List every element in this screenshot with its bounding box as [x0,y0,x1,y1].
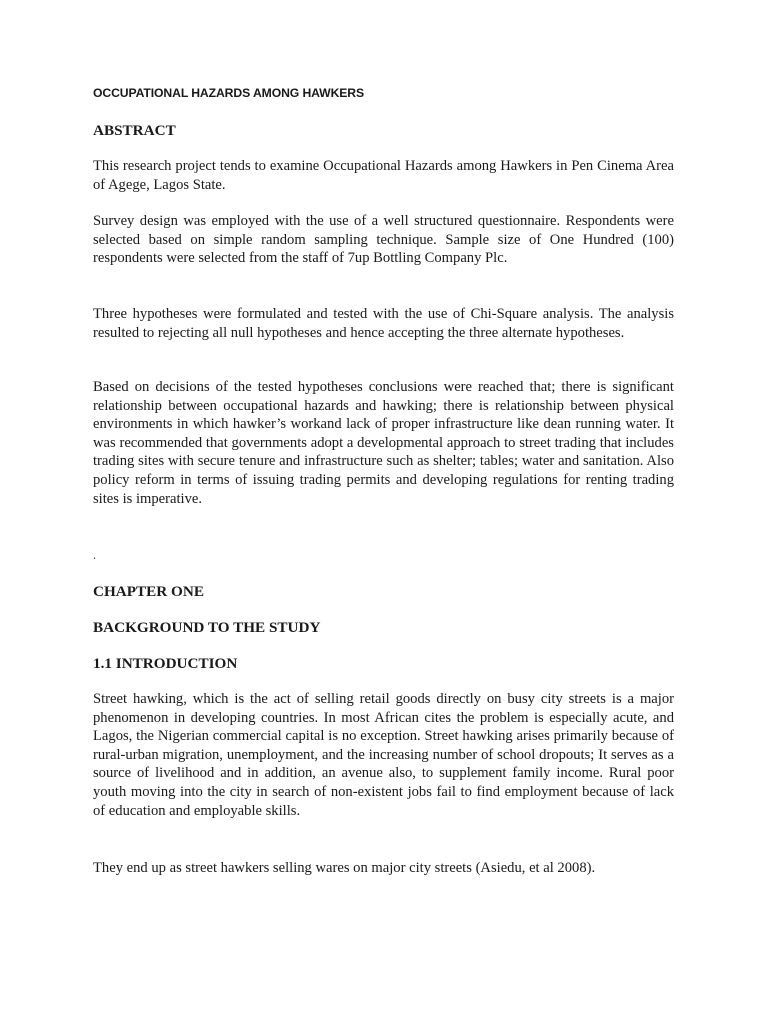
background-heading: BACKGROUND TO THE STUDY [93,619,321,636]
document-title: OCCUPATIONAL HAZARDS AMONG HAWKERS [93,86,365,100]
abstract-paragraph-1: This research project tends to examine Occupational Hazards among Hawkers in Pen Cinema Area of Agege, Lagos State. [93,158,674,193]
separator-dot: . [93,548,96,562]
introduction-heading: 1.1 INTRODUCTION [93,655,238,672]
chapter-heading: CHAPTER ONE [93,583,204,600]
abstract-heading: ABSTRACT [93,122,176,139]
abstract-paragraph-2: Survey design was employed with the use of a well structured questionnaire. Respondents were selected based on simple random sampling technique. Sample size of One Hundred (100) respondents were selected from the staff of 7up Bottling Company Plc. [93,213,674,267]
introduction-paragraph-2: They end up as street hawkers selling wares on major city streets (Asiedu, et al 2008). [93,860,596,876]
introduction-paragraph-1: Street hawking, which is the act of selling retail goods directly on busy city streets is a major phenomenon in developing countries. In most African cites the problem is especially acute, and Lagos, the Nigerian commercial capital is no exception. Street hawking arises primarily because of rural-urban migration, unemployment, and the increasing number of school dropouts; It serves as a source of livelihood and in addition, an avenue also, to supplement family income. Rural poor youth moving into the city in search of non-existent jobs fail to find employment because of lack of education and employable skills. [93,691,674,819]
abstract-paragraph-4: Based on decisions of the tested hypotheses conclusions were reached that; there is significant relationship between occupational hazards and hawking; there is relationship between physical environments in which hawker’s workand lack of proper infrastructure like dean running water. It was recommended that governments adopt a developmental approach to street trading that includes trading sites with secure tenure and infrastructure such as shelter; tables; water and sanitation. Also policy reform in terms of issuing trading permits and developing regulations for renting trading sites is imperative. [93,379,674,507]
abstract-paragraph-3: Three hypotheses were formulated and tested with the use of Chi-Square analysis. The analysis resulted to rejecting all null hypotheses and hence accepting the three alternate hypotheses. [93,306,674,341]
